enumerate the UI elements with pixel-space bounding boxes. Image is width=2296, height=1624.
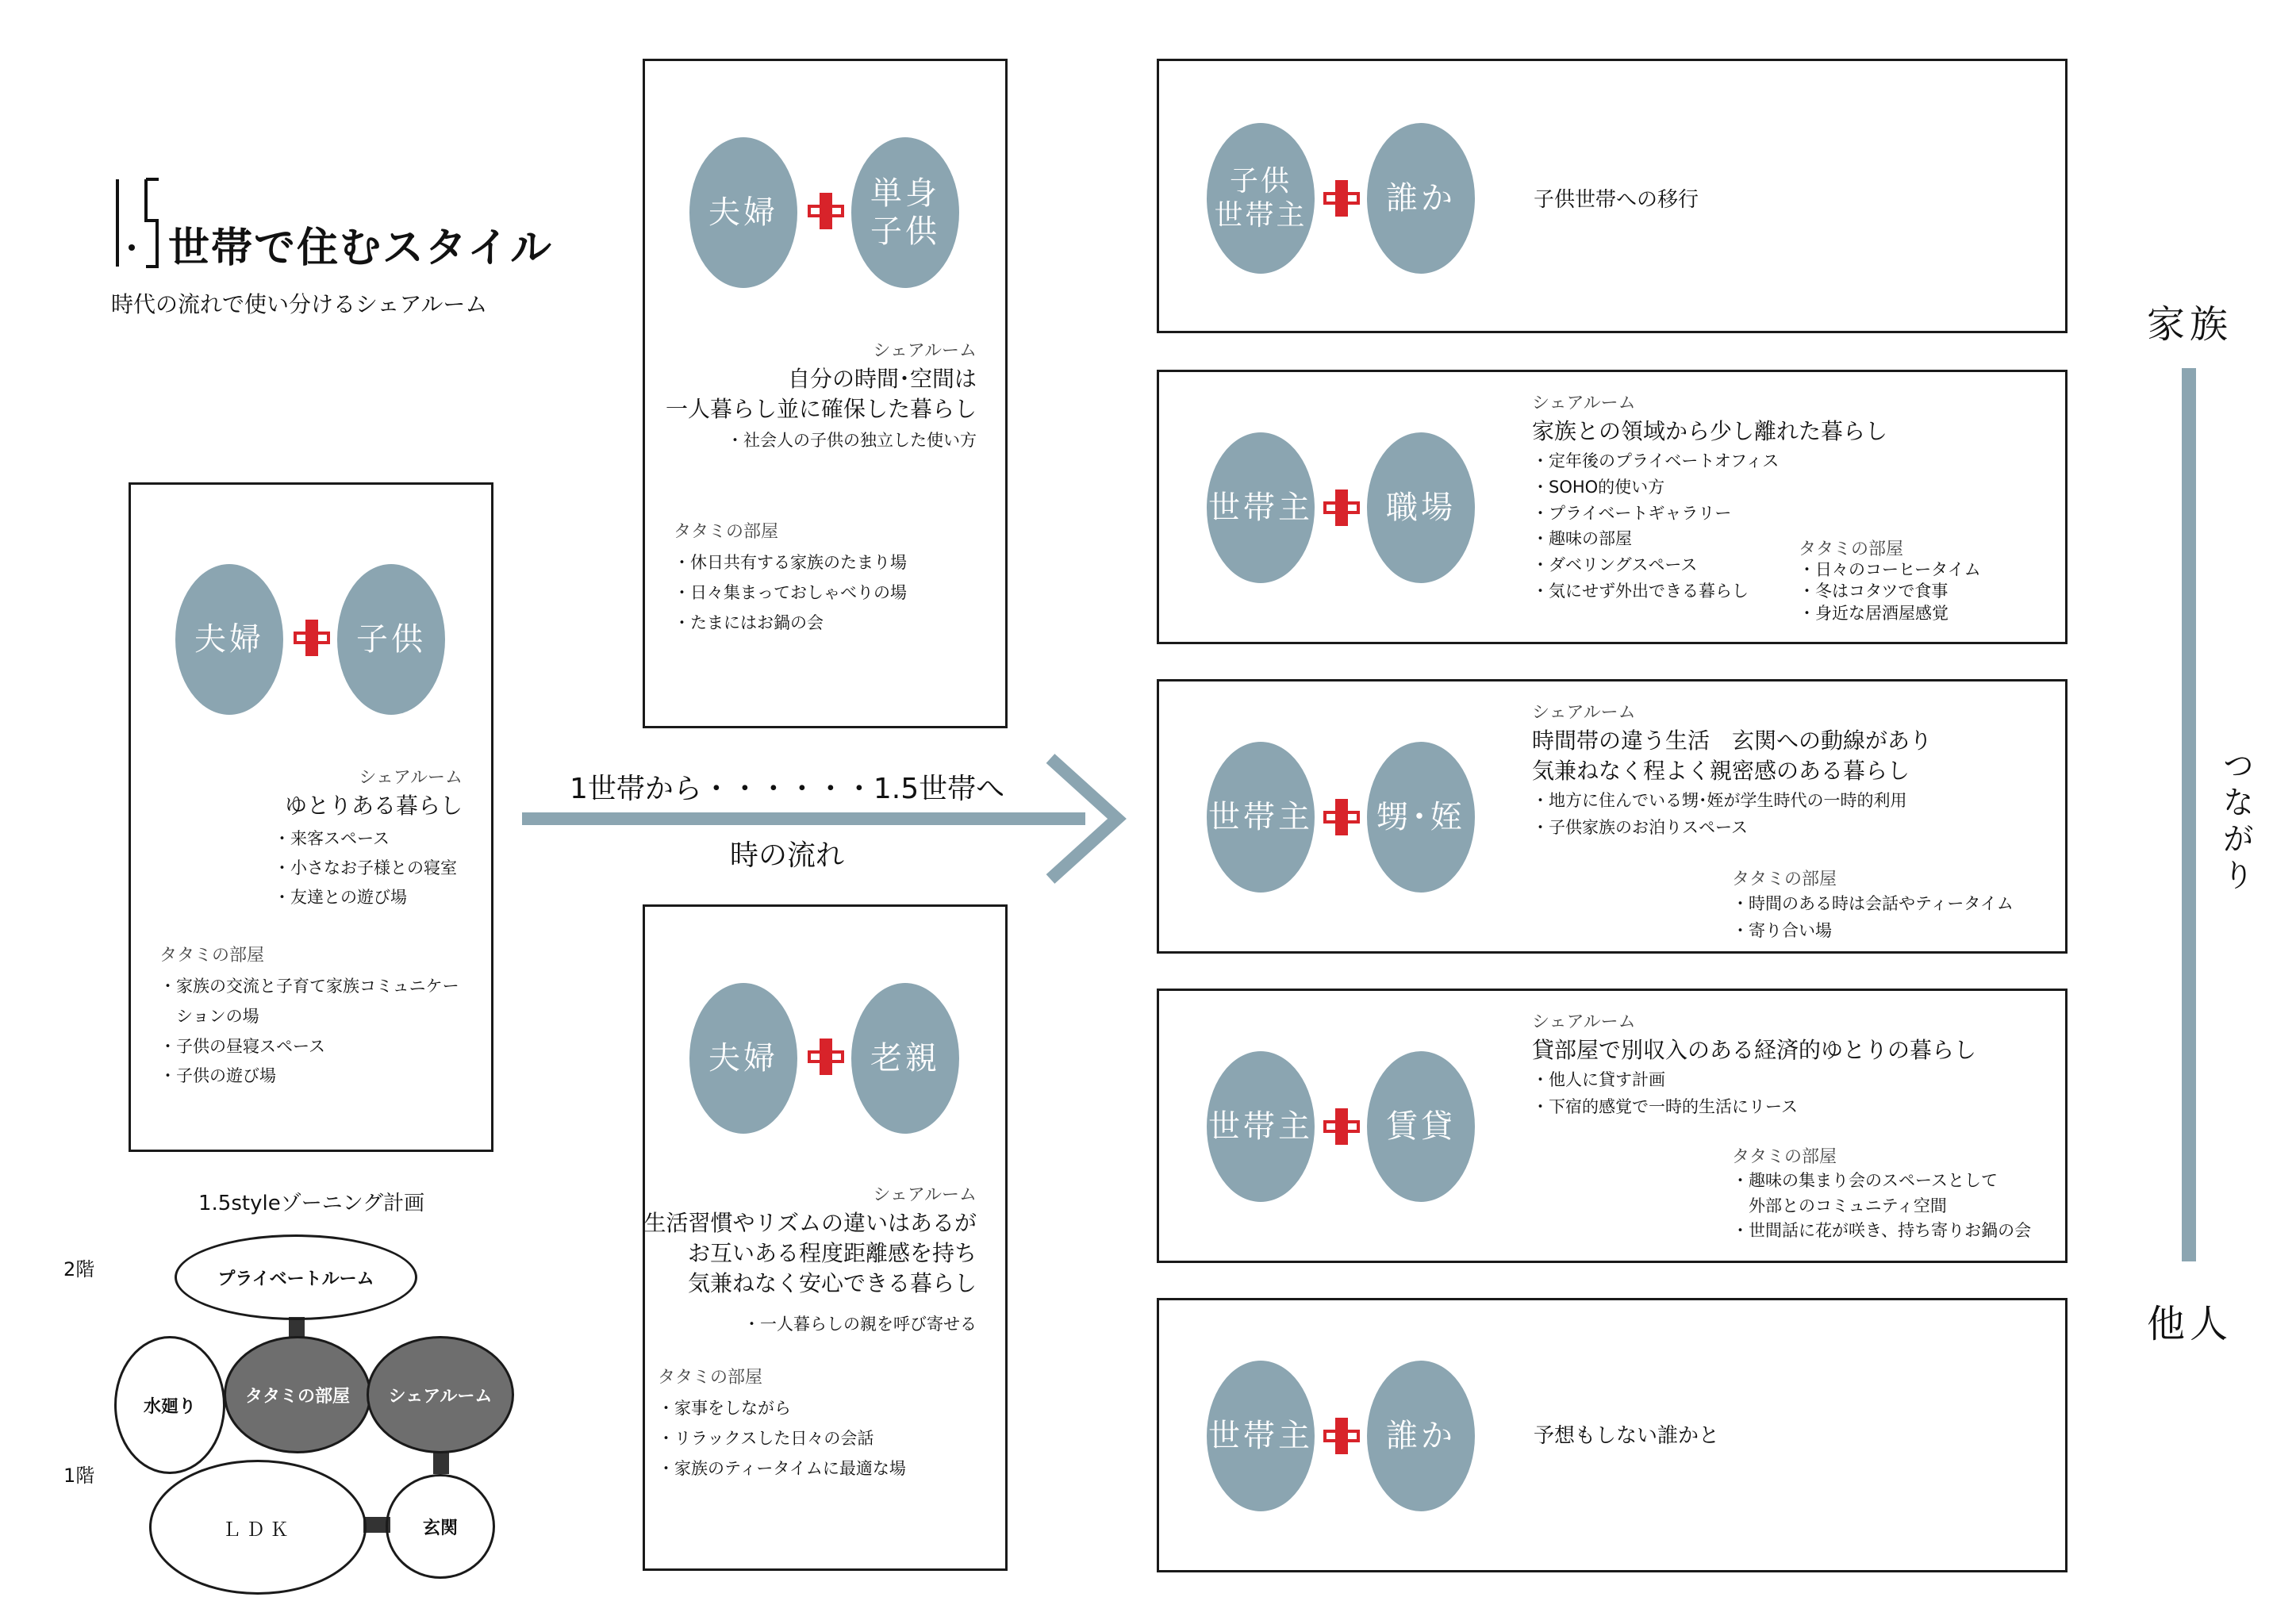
list-item: ・ 時間のある時は会話やティータイム: [1732, 891, 2014, 918]
oval-head: 世帯主: [1207, 1051, 1315, 1202]
scale-middle-label: つながり: [2217, 749, 2254, 895]
card-head-rental: [1157, 989, 2068, 1263]
tatami-label: タタミの部屋: [674, 522, 779, 542]
oval-child-head: 子供 世帯主: [1207, 123, 1315, 274]
share-list: [727, 426, 977, 455]
tatami-list: [1732, 1169, 2031, 1244]
plus-icon: [294, 620, 330, 656]
share-heading-line: 時間帯の違う生活 玄関への動線があり: [1532, 728, 1933, 754]
list-item: ・ SOHO的使い方: [1532, 474, 1779, 501]
oval-child: 子供: [337, 564, 445, 715]
list-item: ・ 下宿的感覚で一時的生活にリース: [1532, 1094, 1798, 1121]
list-item: ションの場: [176, 1006, 259, 1026]
zone-entrance: 玄関: [386, 1474, 495, 1579]
tatami-label: タタミの部屋: [159, 946, 265, 966]
logo-mark: [111, 175, 162, 271]
oval-couple: 夫婦: [175, 564, 283, 715]
list-item: ・ 一人暮らしの親を呼び寄せる: [743, 1310, 977, 1339]
plus-icon: [1323, 490, 1360, 526]
card-couple-single-child: [643, 59, 1008, 728]
share-label: シェアルーム: [359, 768, 463, 788]
tatami-label: タタミの部屋: [1732, 870, 1837, 889]
share-label: シェアルーム: [1532, 703, 1636, 723]
plus-icon: [1323, 180, 1360, 217]
zone-share-room: シェアルーム: [367, 1336, 514, 1453]
share-list: [1532, 448, 1779, 605]
zone-ldk: ＬＤＫ: [149, 1460, 367, 1595]
zone-water: 水廻り: [114, 1336, 225, 1474]
share-label: シェアルーム: [1532, 394, 1636, 413]
share-list: [743, 1310, 977, 1339]
tatami-label: タタミの部屋: [658, 1368, 763, 1388]
share-heading-line: お互いある程度距離感を持ち: [687, 1240, 977, 1267]
card-note: 子供世帯への移行: [1534, 188, 1699, 212]
list-item: ・ 寄り合い場: [1732, 918, 2014, 945]
tatami-list: [1799, 559, 1981, 624]
card-child-head-someone: [1157, 59, 2068, 333]
oval-someone: 誰か: [1367, 1361, 1475, 1511]
list-item: ・ 友達との遊び場: [274, 883, 457, 912]
share-heading-line: 気兼ねなく程よく親密感のある暮らし: [1532, 758, 1910, 785]
scale-bar: [2182, 368, 2196, 1261]
list-item: ・ 身近な居酒屋感覚: [1799, 603, 1981, 624]
list-item: ・ 冬はコタツで食事: [1799, 581, 1981, 602]
share-list: [274, 824, 457, 912]
list-item: ・ 定年後のプライベートオフィス: [1532, 448, 1779, 474]
oval-head: 世帯主: [1207, 742, 1315, 893]
list-item: ・ 気にせず外出できる暮らし: [1532, 578, 1779, 605]
share-label: シェアルーム: [1532, 1012, 1636, 1032]
share-heading-line: 一人暮らし並に確保した暮らし: [665, 396, 977, 423]
plus-icon: [1323, 799, 1360, 835]
share-heading-line: 生活習慣やリズムの違いはあるが: [643, 1210, 977, 1236]
share-list: [1532, 788, 1907, 841]
list-item: ・ 地方に住んでいる甥･姪が学生時代の一時的利用: [1532, 788, 1907, 815]
floor-2-label: 2階: [63, 1258, 95, 1280]
connector: [433, 1452, 449, 1474]
share-list: [1532, 1067, 1798, 1120]
share-heading: [1532, 726, 1932, 786]
list-item: ・ 世間話に花が咲き、持ち寄りお鍋の会: [1732, 1219, 2031, 1244]
list-item: ・ 子供家族のお泊りスペース: [1532, 815, 1907, 842]
oval-single-child: 単身 子供: [851, 137, 959, 288]
page-title: 世帯で住むスタイル: [168, 225, 553, 272]
list-item: ・ 家族の交流と子育て家族コミュニケー: [159, 972, 459, 1002]
oval-someone: 誰か: [1367, 123, 1475, 274]
list-item: ・ 他人に貸す計画: [1532, 1067, 1798, 1094]
card-head-workplace: [1157, 370, 2068, 644]
list-item: ・ 小さなお子様との寝室: [274, 854, 457, 883]
oval-head: 世帯主: [1207, 1361, 1315, 1511]
tatami-list: [159, 972, 459, 1092]
card-note: 予想もしない誰かと: [1534, 1424, 1720, 1448]
zone-private-room: プライベートルーム: [175, 1234, 417, 1320]
zoning-title: 1.5styleゾーニング計画: [198, 1192, 425, 1215]
scale-top-label: 家族: [2147, 302, 2233, 347]
oval-head: 世帯主: [1207, 432, 1315, 583]
list-item: ・ 趣味の部屋: [1532, 526, 1779, 552]
card-couple-parent: [643, 904, 1008, 1571]
card-head-someone: [1157, 1298, 2068, 1572]
plus-icon: [808, 1039, 844, 1075]
list-item: ・ 子供の遊び場: [159, 1062, 459, 1092]
list-item: ・ 休日共有する家族のたまり場: [674, 548, 907, 578]
tatami-list: [1732, 891, 2014, 944]
share-label: シェアルーム: [873, 1185, 977, 1205]
title-logo: [111, 175, 162, 271]
list-item: ・ ダベリングスペース: [1532, 552, 1779, 578]
list-item: ・ 社会人の子供の独立した使い方: [727, 426, 977, 455]
floor-1-label: 1階: [63, 1465, 95, 1487]
tatami-list: [658, 1394, 906, 1484]
list-item: ・ 趣味の集まり会のスペースとして: [1732, 1169, 2031, 1194]
tatami-label: タタミの部屋: [1799, 539, 1904, 559]
list-item: ・ たまにはお鍋の会: [674, 609, 907, 639]
oval-nephew-niece: 甥･姪: [1367, 742, 1475, 893]
flow-bottom-label: 時の流れ: [730, 839, 845, 872]
oval-parent: 老親: [851, 983, 959, 1134]
list-item: ・ 家事をしながら: [658, 1394, 906, 1424]
list-item: ・ 来客スペース: [274, 824, 457, 854]
tatami-label: タタミの部屋: [1732, 1147, 1837, 1167]
oval-workplace: 職場: [1367, 432, 1475, 583]
plus-icon: [1323, 1418, 1360, 1454]
oval-couple: 夫婦: [689, 983, 797, 1134]
scale-bottom-label: 他人: [2147, 1302, 2233, 1346]
share-heading: 貸部屋で別収入のある経済的ゆとりの暮らし: [1532, 1037, 1977, 1063]
share-heading-line: 気兼ねなく安心できる暮らし: [687, 1270, 977, 1297]
share-heading: [644, 1208, 977, 1299]
tatami-list: [674, 548, 907, 638]
share-heading-line: 自分の時間･空間は: [787, 366, 977, 392]
plus-icon: [808, 193, 844, 229]
list-item: ・ プライベートギャラリー: [1532, 501, 1779, 527]
list-item: ・ 日々のコーヒータイム: [1799, 559, 1981, 581]
card-head-nephew-niece: [1157, 679, 2068, 954]
plus-icon: [1323, 1108, 1360, 1145]
list-item: ・ 日々集まっておしゃべりの場: [674, 578, 907, 609]
page-subtitle: 時代の流れで使い分けるシェアルーム: [111, 291, 488, 317]
list-item: 外部とのコミュニティ空間: [1749, 1196, 1947, 1215]
share-label: シェアルーム: [873, 341, 977, 361]
flow-top-label: 1世帯から・・・・・・1.5世帯へ: [570, 773, 1005, 805]
share-heading: 家族との領域から少し離れた暮らし: [1532, 418, 1888, 444]
list-item: ・ リラックスした日々の会話: [658, 1424, 906, 1454]
list-item: ・ 家族のティータイムに最適な場: [658, 1454, 906, 1484]
share-heading: ゆとりある暮らし: [284, 793, 463, 819]
share-heading: [666, 364, 977, 424]
oval-couple: 夫婦: [689, 137, 797, 288]
list-item: ・ 子供の昼寝スペース: [159, 1032, 459, 1062]
oval-rental: 賃貸: [1367, 1051, 1475, 1202]
card-couple-child: [129, 482, 493, 1152]
zone-tatami-room: タタミの部屋: [224, 1336, 371, 1453]
